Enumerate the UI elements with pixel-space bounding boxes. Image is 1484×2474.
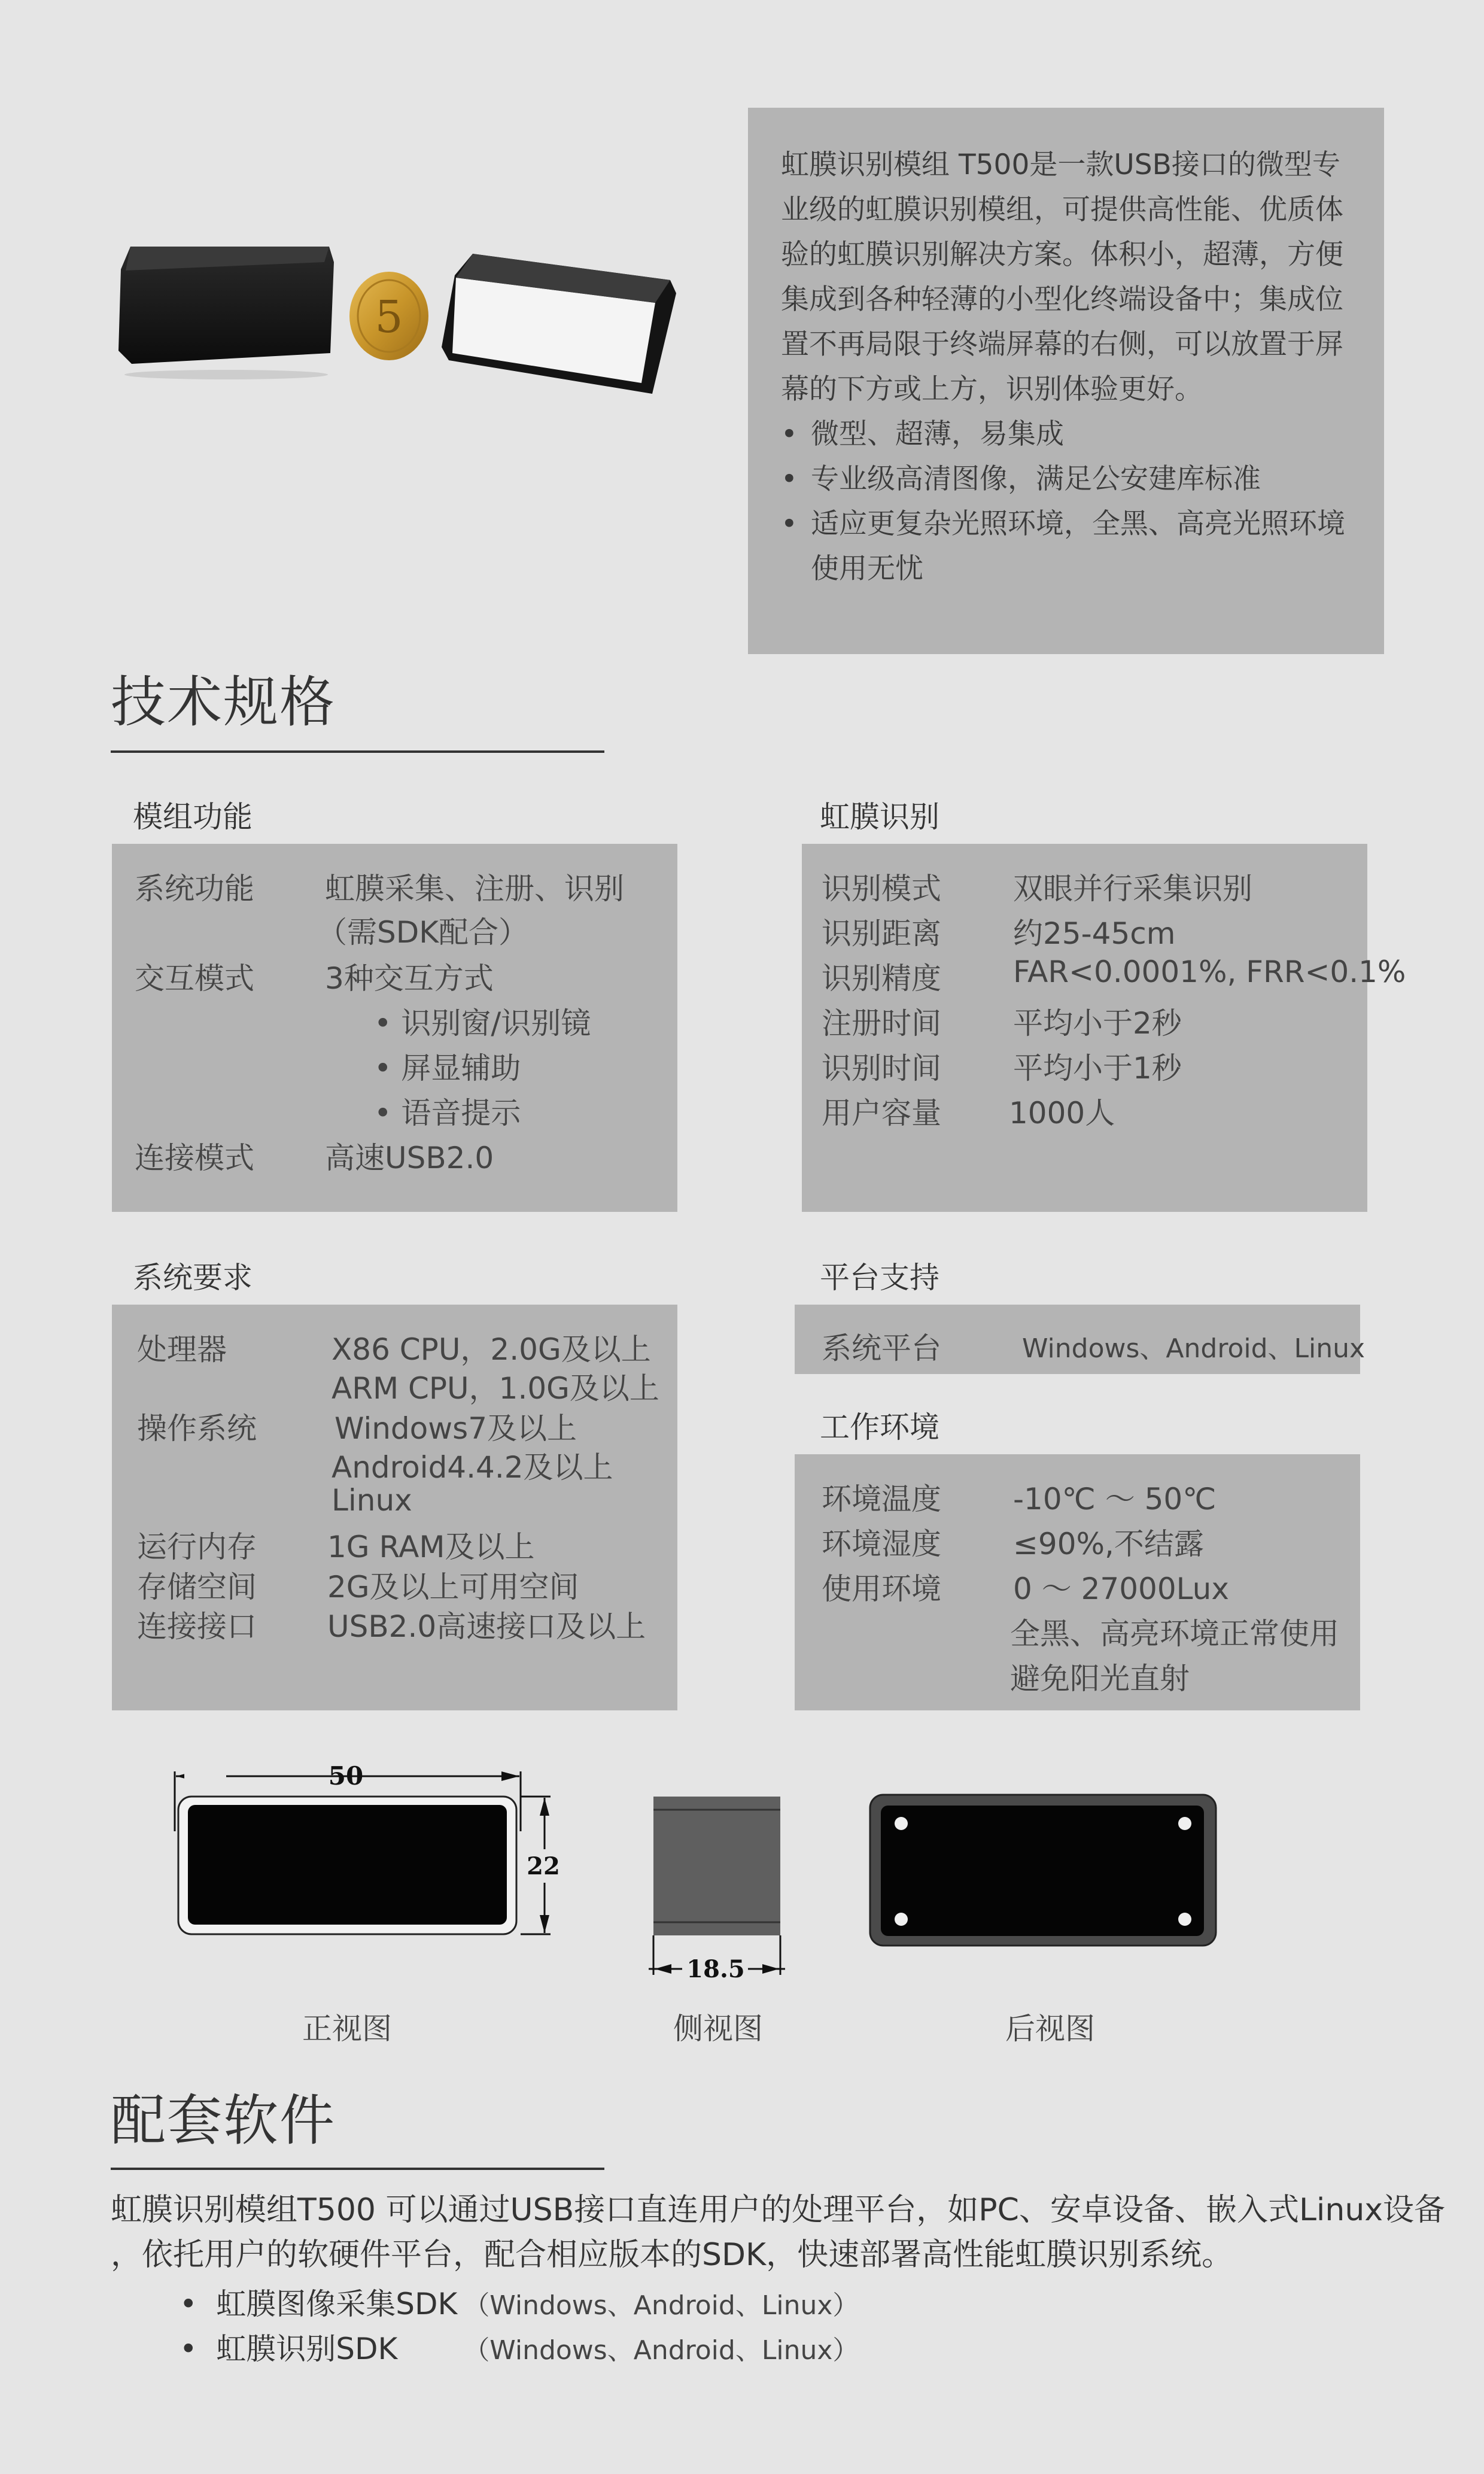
environment-panel	[795, 1454, 1360, 1710]
front-view-graphic	[168, 1759, 568, 1957]
spec-value: 3种交互方式	[325, 961, 494, 996]
spec-value: ARM CPU，1.0G及以上	[332, 1371, 659, 1406]
spec-label: 识别时间	[822, 1051, 941, 1086]
software-title: 配套软件	[111, 2089, 336, 2153]
iris-section-title: 虹膜识别	[820, 800, 939, 834]
software-paragraph-line: 虹膜识别模组T500 可以通过USB接口直连用户的处理平台，如PC、安卓设备、嵌入式Linux设备	[111, 2192, 1446, 2228]
side-view-drawing	[646, 1789, 796, 1987]
front-width-label: 50	[328, 1761, 364, 1791]
spec-value: 1G RAM及以上	[327, 1530, 535, 1564]
spec-value: 平均小于1秒	[1013, 1051, 1182, 1086]
side-view-caption: 侧视图	[673, 2011, 763, 2046]
sdk-name: 虹膜图像采集SDK	[216, 2287, 458, 2321]
sdk-platforms: （Windows、Android、Linux）	[463, 2290, 859, 2321]
spec-label: 识别精度	[822, 961, 941, 996]
front-view-drawing	[168, 1759, 568, 1957]
spec-value: Windows、Android、Linux	[1022, 1333, 1366, 1364]
spec-label: 连接模式	[135, 1141, 254, 1175]
spec-value: 虹膜采集、注册、识别	[325, 871, 624, 906]
product-photo-graphic	[114, 233, 682, 401]
module-section-title: 模组功能	[133, 800, 253, 834]
spec-value: X86 CPU，2.0G及以上	[332, 1332, 651, 1367]
spec-value: • 屏显辅助	[374, 1051, 521, 1086]
specs-title: 技术规格	[111, 670, 336, 734]
bullet-dot: •	[180, 2332, 217, 2366]
spec-value: USB2.0高速接口及以上	[327, 1609, 646, 1644]
spec-value: 高速USB2.0	[325, 1141, 494, 1175]
software-paragraph-line: ，依托用户的软硬件平台，配合相应版本的SDK，快速部署高性能虹膜识别系统。	[111, 2237, 1233, 2273]
spec-value: （需SDK配合）	[317, 915, 529, 950]
spec-value: 1000人	[1009, 1096, 1115, 1130]
spec-value: 避免阳光直射	[1010, 1661, 1190, 1696]
spec-value: 全黑、高亮环境正常使用	[1010, 1616, 1339, 1651]
platform-section-title: 平台支持	[820, 1260, 939, 1295]
side-view-graphic	[646, 1789, 796, 1987]
system-panel	[112, 1305, 677, 1710]
front-height-label: 22	[527, 1852, 560, 1880]
side-depth-label: 18.5	[686, 1955, 745, 1983]
system-section-title: 系统要求	[133, 1260, 253, 1295]
spec-value: 约25-45cm	[1013, 916, 1176, 951]
module-front-side	[442, 254, 676, 394]
spec-value: 双眼并行采集识别	[1013, 871, 1252, 906]
spec-label: 注册时间	[822, 1006, 941, 1041]
spec-label: 交互模式	[135, 961, 254, 996]
front-view-caption: 正视图	[302, 2011, 392, 2046]
spec-label: 环境温度	[822, 1482, 941, 1516]
spec-label: 系统功能	[135, 871, 254, 906]
spec-label: 连接接口	[137, 1609, 257, 1644]
spec-value: -10℃ ～ 50℃	[1013, 1482, 1217, 1516]
spec-label: 用户容量	[822, 1096, 941, 1130]
spec-label: 识别距离	[822, 916, 941, 951]
spec-label: 识别模式	[822, 871, 941, 906]
spec-value: 平均小于2秒	[1013, 1006, 1182, 1041]
module-back-side	[118, 247, 334, 379]
environment-section-title: 工作环境	[820, 1410, 939, 1445]
module-panel	[112, 844, 677, 1212]
spec-label: 存储空间	[137, 1570, 257, 1604]
spec-label: 使用环境	[822, 1572, 941, 1606]
specs-title-rule	[111, 750, 604, 753]
spec-label: 环境湿度	[822, 1527, 941, 1561]
spec-value: Android4.4.2及以上	[332, 1450, 613, 1485]
intro-bullet: • 专业级高清图像，满足公安建库标准	[781, 457, 1351, 502]
spec-label: 操作系统	[137, 1411, 257, 1446]
software-title-rule	[111, 2168, 604, 2170]
spec-value: ≤90%,不结露	[1013, 1527, 1204, 1561]
spec-value: Windows7及以上	[334, 1411, 577, 1446]
iris-panel	[802, 844, 1406, 1212]
bullet-dot: •	[180, 2287, 217, 2321]
product-photo	[114, 233, 682, 401]
spec-value: • 语音提示	[374, 1096, 521, 1130]
platform-panel	[795, 1305, 1366, 1374]
spec-value: Linux	[332, 1483, 412, 1518]
coin	[349, 272, 428, 360]
back-view-graphic	[868, 1792, 1221, 1948]
coin-text: 5	[375, 291, 403, 343]
spec-value: FAR<0.0001%, FRR<0.1%	[1013, 955, 1406, 989]
intro-bullet-list	[781, 412, 1351, 591]
spec-label: 处理器	[137, 1332, 227, 1367]
intro-panel	[748, 108, 1384, 654]
back-view-drawing	[868, 1792, 1221, 1948]
sdk-platforms: （Windows、Android、Linux）	[463, 2335, 859, 2366]
sdk-item	[180, 2325, 859, 2368]
intro-paragraph: 虹膜识别模组 T500是一款USB接口的微型专业级的虹膜识别模组，可提供高性能、优质体验的虹膜识别解决方案。体积小，超薄，方便集成到各种轻薄的小型化终端设备中；集成位置不再局限于终端屏幕的右侧，可以放置于屏幕的下方或上方，识别体验更好。	[781, 148, 1343, 406]
spec-value: 0 ～ 27000Lux	[1013, 1572, 1229, 1606]
spec-label: 运行内存	[137, 1530, 257, 1564]
spec-value: • 识别窗/识别镜	[374, 1006, 591, 1041]
back-view-caption: 后视图	[1005, 2011, 1095, 2046]
intro-bullet: • 微型、超薄，易集成	[781, 412, 1351, 457]
sdk-name: 虹膜识别SDK	[216, 2332, 398, 2366]
spec-label: 系统平台	[822, 1331, 941, 1366]
spec-value: 2G及以上可用空间	[327, 1570, 579, 1604]
intro-bullet: • 适应更复杂光照环境，全黑、高亮光照环境使用无忧	[781, 502, 1351, 591]
sdk-item	[180, 2280, 859, 2323]
